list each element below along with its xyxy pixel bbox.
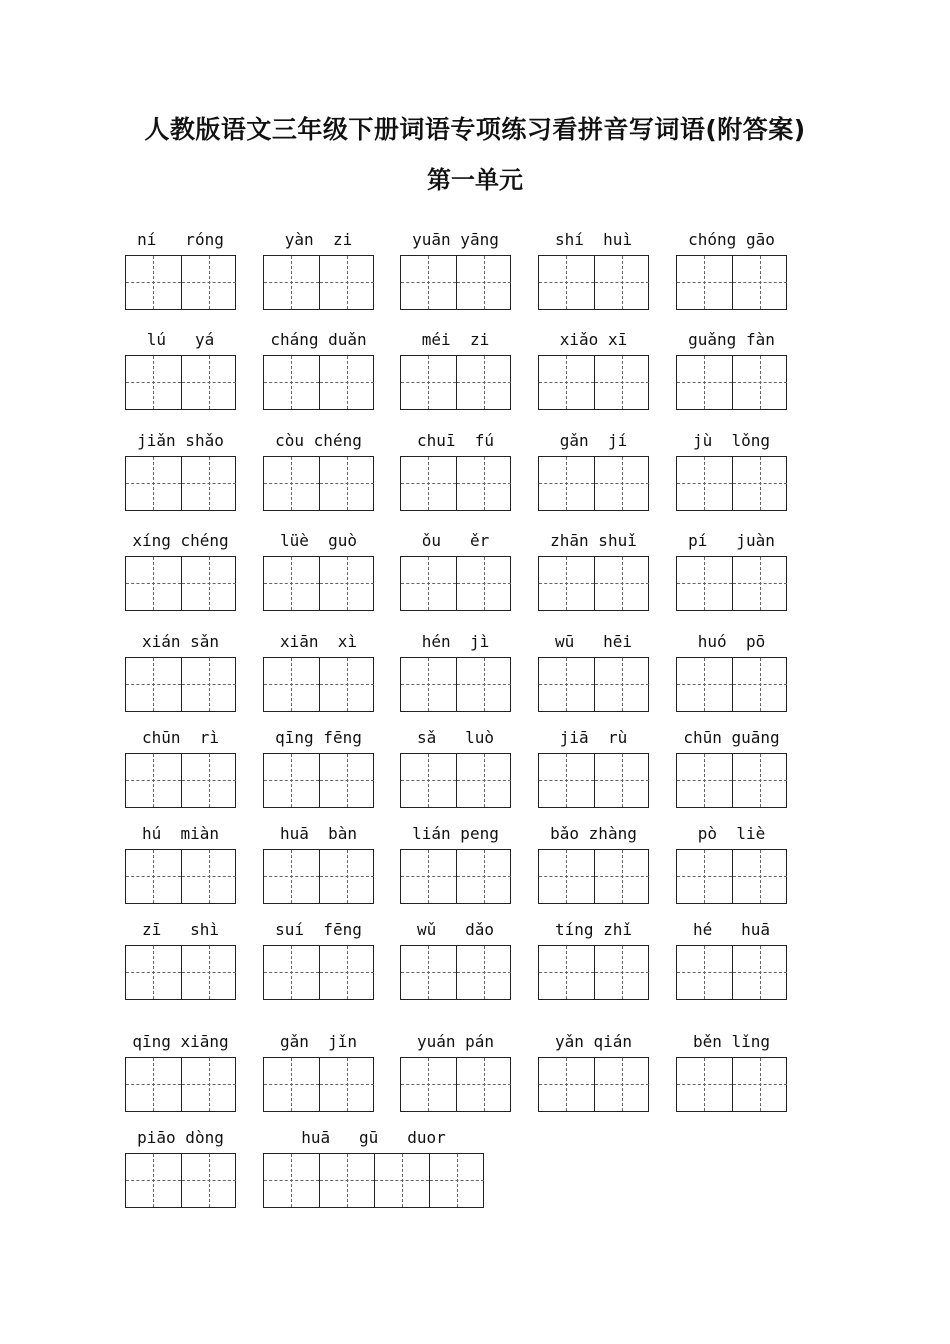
pinyin-label: chūn rì	[141, 728, 220, 747]
tianzige-cell[interactable]	[456, 754, 511, 807]
tianzige-cell[interactable]	[319, 1154, 374, 1207]
writing-boxes	[400, 657, 511, 712]
pinyin-label: chóng gāo	[688, 230, 775, 249]
tianzige-cell[interactable]	[401, 850, 456, 903]
tianzige-cell[interactable]	[264, 658, 319, 711]
tianzige-cell[interactable]	[126, 457, 181, 510]
tianzige-cell[interactable]	[456, 1058, 511, 1111]
writing-boxes	[263, 849, 374, 904]
writing-boxes	[676, 255, 787, 310]
tianzige-cell[interactable]	[264, 457, 319, 510]
tianzige-cell[interactable]	[181, 754, 236, 807]
writing-boxes	[538, 456, 649, 511]
pinyin-label: yuān yāng	[412, 230, 499, 249]
writing-boxes	[538, 657, 649, 712]
writing-boxes	[125, 255, 236, 310]
tianzige-cell[interactable]	[677, 557, 732, 610]
writing-boxes	[400, 255, 511, 310]
tianzige-cell[interactable]	[126, 1058, 181, 1111]
writing-boxes	[538, 355, 649, 410]
tianzige-cell[interactable]	[677, 850, 732, 903]
tianzige-cell[interactable]	[401, 946, 456, 999]
pinyin-label: lián peng	[412, 824, 499, 843]
pinyin-label: hé huā	[692, 920, 771, 939]
writing-boxes	[125, 657, 236, 712]
writing-boxes	[263, 1153, 484, 1208]
tianzige-cell[interactable]	[319, 457, 374, 510]
tianzige-cell[interactable]	[594, 457, 649, 510]
writing-boxes	[676, 456, 787, 511]
tianzige-cell[interactable]	[319, 356, 374, 409]
tianzige-cell[interactable]	[264, 256, 319, 309]
pinyin-label: xiān xì	[279, 632, 358, 651]
writing-boxes	[400, 556, 511, 611]
pinyin-label: yǎn qián	[554, 1032, 633, 1051]
tianzige-cell[interactable]	[456, 658, 511, 711]
tianzige-cell[interactable]	[126, 658, 181, 711]
tianzige-cell[interactable]	[456, 356, 511, 409]
pinyin-label: méi zi	[421, 330, 490, 349]
tianzige-cell[interactable]	[264, 850, 319, 903]
pinyin-label: chūn guāng	[683, 728, 780, 747]
pinyin-label: zī shì	[141, 920, 220, 939]
tianzige-cell[interactable]	[539, 1058, 594, 1111]
pinyin-label: qīng fēng	[275, 728, 362, 747]
tianzige-cell[interactable]	[181, 356, 236, 409]
tianzige-cell[interactable]	[264, 557, 319, 610]
tianzige-cell[interactable]	[181, 557, 236, 610]
pinyin-label: lú yá	[146, 330, 215, 349]
writing-boxes	[263, 753, 374, 808]
tianzige-cell[interactable]	[456, 946, 511, 999]
pinyin-label: jù lǒng	[692, 431, 771, 450]
tianzige-cell[interactable]	[594, 356, 649, 409]
tianzige-cell[interactable]	[732, 754, 787, 807]
pinyin-label: ní róng	[137, 230, 224, 249]
writing-boxes	[538, 849, 649, 904]
tianzige-cell[interactable]	[456, 850, 511, 903]
pinyin-label: huó pō	[697, 632, 766, 651]
pinyin-label: qīng xiāng	[132, 1032, 229, 1051]
pinyin-label: gǎn jǐn	[279, 1032, 358, 1051]
tianzige-cell[interactable]	[732, 356, 787, 409]
tianzige-cell[interactable]	[181, 850, 236, 903]
pinyin-label: tíng zhǐ	[554, 920, 633, 939]
writing-boxes	[538, 1057, 649, 1112]
tianzige-cell[interactable]	[264, 1154, 319, 1207]
tianzige-cell[interactable]	[456, 457, 511, 510]
tianzige-cell[interactable]	[539, 557, 594, 610]
pinyin-label: gǎn jí	[559, 431, 628, 450]
tianzige-cell[interactable]	[539, 356, 594, 409]
pinyin-label: xiǎo xī	[559, 330, 628, 349]
tianzige-cell[interactable]	[126, 557, 181, 610]
tianzige-cell[interactable]	[677, 754, 732, 807]
writing-boxes	[263, 255, 374, 310]
pinyin-label: còu chéng	[275, 431, 362, 450]
tianzige-cell[interactable]	[732, 557, 787, 610]
tianzige-cell[interactable]	[732, 457, 787, 510]
tianzige-cell[interactable]	[539, 457, 594, 510]
tianzige-cell[interactable]	[319, 850, 374, 903]
pinyin-label: xián sǎn	[141, 632, 220, 651]
tianzige-cell[interactable]	[264, 1058, 319, 1111]
tianzige-cell[interactable]	[594, 256, 649, 309]
tianzige-cell[interactable]	[594, 850, 649, 903]
tianzige-cell[interactable]	[181, 1058, 236, 1111]
tianzige-cell[interactable]	[126, 946, 181, 999]
pinyin-label: cháng duǎn	[270, 330, 367, 349]
tianzige-cell[interactable]	[401, 754, 456, 807]
writing-boxes	[125, 753, 236, 808]
tianzige-cell[interactable]	[732, 1058, 787, 1111]
tianzige-cell[interactable]	[594, 557, 649, 610]
tianzige-cell[interactable]	[594, 1058, 649, 1111]
writing-boxes	[263, 355, 374, 410]
writing-boxes	[676, 355, 787, 410]
tianzige-cell[interactable]	[677, 356, 732, 409]
pinyin-label: bǎo zhàng	[550, 824, 637, 843]
tianzige-cell[interactable]	[126, 356, 181, 409]
writing-boxes	[125, 456, 236, 511]
pinyin-label: pò liè	[697, 824, 766, 843]
tianzige-cell[interactable]	[401, 457, 456, 510]
pinyin-label: huā bàn	[279, 824, 358, 843]
tianzige-cell[interactable]	[456, 557, 511, 610]
pinyin-label: xíng chéng	[132, 531, 229, 550]
pinyin-label: shí huì	[554, 230, 633, 249]
writing-boxes	[125, 355, 236, 410]
page-title: 人教版语文三年级下册词语专项练习看拼音写词语(附答案)	[144, 115, 806, 144]
pinyin-label: jiā rù	[559, 728, 628, 747]
pinyin-label: jiǎn shǎo	[137, 431, 224, 450]
writing-boxes	[538, 255, 649, 310]
writing-boxes	[125, 556, 236, 611]
writing-boxes	[400, 945, 511, 1000]
writing-boxes	[538, 945, 649, 1000]
writing-boxes	[400, 849, 511, 904]
writing-boxes	[538, 556, 649, 611]
tianzige-cell[interactable]	[677, 457, 732, 510]
tianzige-cell[interactable]	[319, 557, 374, 610]
tianzige-cell[interactable]	[181, 1154, 236, 1207]
pinyin-label: lüè guò	[279, 531, 358, 550]
pinyin-label: huā gū duor	[301, 1128, 446, 1147]
tianzige-cell[interactable]	[181, 457, 236, 510]
tianzige-cell[interactable]	[732, 850, 787, 903]
tianzige-cell[interactable]	[319, 256, 374, 309]
tianzige-cell[interactable]	[594, 658, 649, 711]
tianzige-cell[interactable]	[677, 946, 732, 999]
writing-boxes	[263, 657, 374, 712]
tianzige-cell[interactable]	[677, 256, 732, 309]
pinyin-label: guǎng fàn	[688, 330, 775, 349]
writing-boxes	[263, 945, 374, 1000]
writing-boxes	[676, 849, 787, 904]
pinyin-label: pí juàn	[688, 531, 775, 550]
writing-boxes	[676, 753, 787, 808]
tianzige-cell[interactable]	[594, 946, 649, 999]
writing-boxes	[125, 1153, 236, 1208]
writing-boxes	[676, 1057, 787, 1112]
tianzige-cell[interactable]	[126, 1154, 181, 1207]
tianzige-cell[interactable]	[401, 658, 456, 711]
tianzige-cell[interactable]	[732, 946, 787, 999]
writing-boxes	[538, 753, 649, 808]
tianzige-cell[interactable]	[539, 658, 594, 711]
tianzige-cell[interactable]	[319, 754, 374, 807]
pinyin-label: chuī fú	[416, 431, 495, 450]
tianzige-cell[interactable]	[539, 850, 594, 903]
writing-boxes	[125, 945, 236, 1000]
pinyin-label: hú miàn	[141, 824, 220, 843]
pinyin-label: běn lǐng	[692, 1032, 771, 1051]
writing-boxes	[263, 556, 374, 611]
tianzige-cell[interactable]	[677, 1058, 732, 1111]
pinyin-label: zhān shuǐ	[550, 531, 637, 550]
pinyin-label: piāo dòng	[137, 1128, 224, 1147]
tianzige-cell[interactable]	[732, 256, 787, 309]
tianzige-cell[interactable]	[264, 356, 319, 409]
tianzige-cell[interactable]	[181, 946, 236, 999]
pinyin-label: ǒu ěr	[421, 531, 490, 550]
tianzige-cell[interactable]	[456, 256, 511, 309]
tianzige-cell[interactable]	[401, 1058, 456, 1111]
tianzige-cell[interactable]	[181, 658, 236, 711]
tianzige-cell[interactable]	[677, 658, 732, 711]
writing-boxes	[676, 556, 787, 611]
unit-heading: 第一单元	[427, 166, 523, 194]
tianzige-cell[interactable]	[539, 946, 594, 999]
writing-boxes	[400, 753, 511, 808]
tianzige-cell[interactable]	[264, 754, 319, 807]
pinyin-label: yuán pán	[416, 1032, 495, 1051]
tianzige-cell[interactable]	[126, 754, 181, 807]
tianzige-cell[interactable]	[319, 1058, 374, 1111]
pinyin-label: yàn zi	[284, 230, 353, 249]
pinyin-label: sǎ luò	[416, 728, 495, 747]
writing-boxes	[263, 456, 374, 511]
tianzige-cell[interactable]	[594, 754, 649, 807]
writing-boxes	[125, 849, 236, 904]
tianzige-cell[interactable]	[429, 1154, 484, 1207]
tianzige-cell[interactable]	[319, 658, 374, 711]
tianzige-cell[interactable]	[374, 1154, 429, 1207]
tianzige-cell[interactable]	[264, 946, 319, 999]
pinyin-label: wǔ dǎo	[416, 920, 495, 939]
writing-boxes	[400, 1057, 511, 1112]
tianzige-cell[interactable]	[539, 754, 594, 807]
tianzige-cell[interactable]	[401, 557, 456, 610]
tianzige-cell[interactable]	[126, 256, 181, 309]
tianzige-cell[interactable]	[126, 850, 181, 903]
writing-boxes	[400, 355, 511, 410]
pinyin-label: suí fēng	[275, 920, 362, 939]
tianzige-cell[interactable]	[181, 256, 236, 309]
writing-boxes	[676, 657, 787, 712]
tianzige-cell[interactable]	[732, 658, 787, 711]
tianzige-cell[interactable]	[401, 256, 456, 309]
pinyin-label: hén jì	[421, 632, 490, 651]
writing-boxes	[263, 1057, 374, 1112]
pinyin-label: wū hēi	[554, 632, 633, 651]
writing-boxes	[125, 1057, 236, 1112]
writing-boxes	[676, 945, 787, 1000]
tianzige-cell[interactable]	[401, 356, 456, 409]
writing-boxes	[400, 456, 511, 511]
tianzige-cell[interactable]	[539, 256, 594, 309]
tianzige-cell[interactable]	[319, 946, 374, 999]
